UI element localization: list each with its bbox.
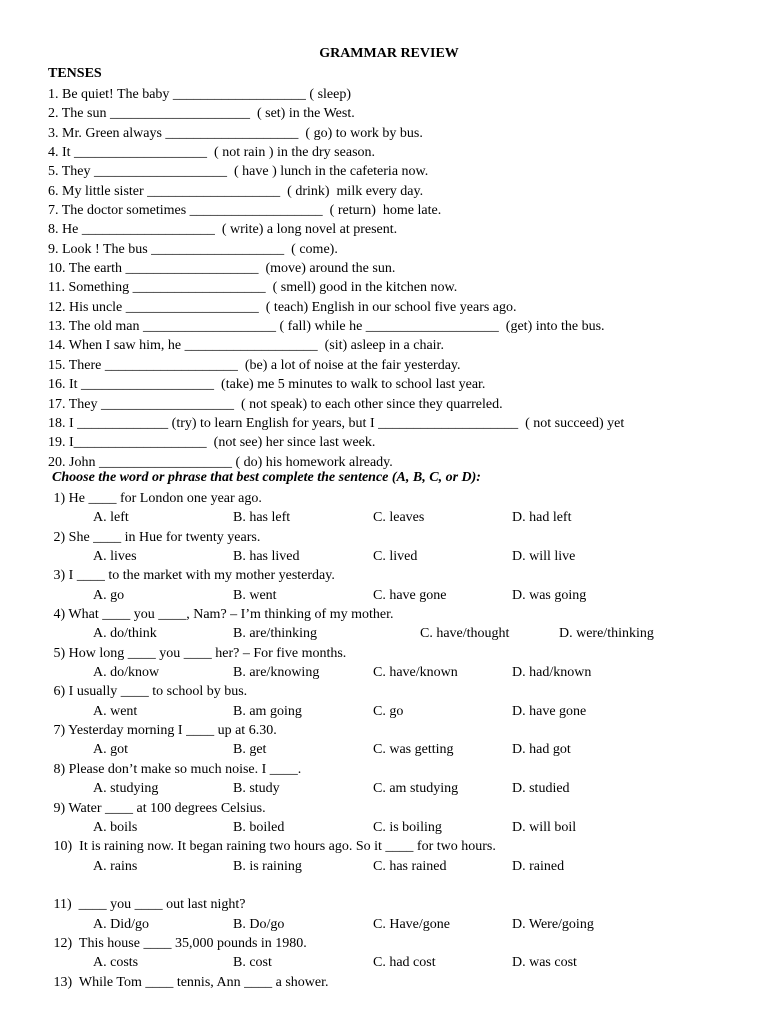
option-c: C. am studying [373, 781, 459, 797]
option-b: B. has lived [233, 549, 300, 565]
option-a: A. do/know [93, 665, 160, 681]
option-d: D. will boil [512, 819, 577, 835]
tense-exercise-list [48, 85, 624, 472]
option-c: C. leaves [373, 510, 425, 526]
option-a: A. studying [93, 781, 159, 797]
option-b: B. boiled [233, 819, 285, 835]
option-b: B. Do/go [233, 916, 285, 932]
question-text: 13) While Tom ____ tennis, Ann ____ a shower. [50, 974, 329, 990]
option-b: B. study [233, 781, 280, 797]
option-a: A. rains [93, 858, 138, 874]
multiple-choice-section [50, 489, 750, 992]
question-text: 3) I ____ to the market with my mother yesterday. [50, 568, 335, 584]
option-d: D. Were/going [512, 916, 594, 932]
option-a: A. do/think [93, 626, 157, 642]
option-a: A. boils [93, 819, 138, 835]
option-d: D. had got [512, 742, 571, 758]
question-text: 9) Water ____ at 100 degrees Celsius. [50, 800, 266, 816]
option-d: D. rained [512, 858, 565, 874]
question-text: 1) He ____ for London one year ago. [50, 491, 262, 506]
list-item: 1. Be quiet! The baby ___________________ ( sleep) [48, 87, 352, 102]
option-d: D. was going [512, 587, 587, 603]
answer-options [50, 663, 750, 682]
question-text: 2) She ____ in Hue for twenty years. [50, 529, 261, 545]
instruction-text: Choose the word or phrase that best complete the sentence (A, B, C, or D): [52, 470, 481, 485]
option-b: B. cost [233, 955, 272, 971]
answer-options [50, 586, 750, 605]
option-c: C. has rained [373, 858, 447, 874]
section-heading: TENSES [48, 66, 102, 81]
option-c: C. lived [373, 549, 418, 565]
option-c: C. is boiling [373, 819, 442, 835]
option-a: A. costs [93, 955, 139, 971]
answer-options [50, 915, 750, 934]
list-item: 12. His uncle ___________________ ( teach) English in our school five years ago. [48, 299, 517, 315]
question-text: 4) What ____ you ____, Nam? – I’m thinking of my mother. [50, 607, 394, 623]
option-d: D. had/known [512, 665, 592, 681]
question-text: 10) It is raining now. It began raining two hours ago. So it ____ for two hours. [50, 839, 496, 855]
question-text: 11) ____ you ____ out last night? [50, 897, 246, 913]
option-a: A. lives [93, 549, 137, 565]
list-item: 8. He ___________________ ( write) a long novel at present. [48, 222, 398, 238]
answer-options [50, 857, 750, 876]
option-d: D. have gone [512, 703, 587, 719]
answer-options [50, 547, 750, 566]
option-d: D. will live [512, 549, 576, 565]
list-item: 6. My little sister ___________________ ( drink) milk every day. [48, 183, 424, 199]
option-b: B. are/thinking [233, 626, 317, 642]
list-item: 16. It ___________________ (take) me 5 minutes to walk to school last year. [48, 377, 486, 393]
question-text: 7) Yesterday morning I ____ up at 6.30. [50, 723, 277, 739]
option-b: B. are/knowing [233, 665, 320, 681]
option-a: A. got [93, 742, 128, 758]
page-title: GRAMMAR REVIEW [319, 46, 459, 61]
answer-options [50, 624, 750, 643]
question-text: 12) This house ____ 35,000 pounds in 1980. [50, 935, 307, 951]
list-item: 9. Look ! The bus ___________________ ( come). [48, 241, 338, 257]
option-c: C. have/thought [420, 626, 510, 642]
list-item: 17. They ___________________ ( not speak) to each other since they quarreled. [48, 396, 503, 412]
option-c: C. go [373, 703, 404, 719]
option-a: A. went [93, 703, 138, 719]
list-item: 19. I___________________ (not see) her since last week. [48, 435, 376, 451]
list-item: 14. When I saw him, he ___________________ (sit) asleep in a chair. [48, 338, 444, 354]
answer-options [50, 953, 750, 972]
list-item: 4. It ___________________ ( not rain ) in the dry season. [48, 145, 376, 161]
question-text: 6) I usually ____ to school by bus. [50, 684, 248, 700]
answer-options [50, 702, 750, 721]
option-c: C. Have/gone [373, 916, 450, 932]
list-item: 2. The sun ____________________ ( set) in the West. [48, 106, 355, 122]
option-c: C. have/known [373, 665, 458, 681]
option-c: C. had cost [373, 955, 436, 971]
option-b: B. is raining [233, 858, 302, 874]
option-d: D. had left [512, 510, 572, 526]
list-item: 18. I _____________ (try) to learn English for years, but I ____________________ ( not succeed) yet [48, 415, 625, 431]
option-a: A. Did/go [93, 916, 149, 932]
option-b: B. has left [233, 510, 291, 526]
list-item: 13. The old man ___________________ ( fall) while he ___________________ (get) into the bus. [48, 319, 605, 335]
option-c: C. have gone [373, 587, 447, 603]
option-c: C. was getting [373, 742, 454, 758]
list-item: 10. The earth ___________________ (move) around the sun. [48, 261, 396, 277]
option-d: D. was cost [512, 955, 577, 971]
answer-options [50, 779, 750, 798]
option-d: D. studied [512, 781, 570, 797]
question-text: 5) How long ____ you ____ her? – For five months. [50, 645, 347, 661]
list-item: 11. Something ___________________ ( smell) good in the kitchen now. [48, 280, 458, 296]
option-b: B. went [233, 587, 277, 603]
list-item: 5. They ___________________ ( have ) lunch in the cafeteria now. [48, 164, 429, 180]
blank-line [50, 876, 750, 895]
answer-options [50, 508, 750, 527]
question-text: 8) Please don’t make so much noise. I ____. [50, 761, 302, 777]
list-item: 15. There ___________________ (be) a lot of noise at the fair yesterday. [48, 357, 461, 373]
option-b: B. am going [233, 703, 302, 719]
option-d: D. were/thinking [559, 626, 654, 642]
list-item: 7. The doctor sometimes ___________________ ( return) home late. [48, 203, 442, 219]
option-b: B. get [233, 742, 267, 758]
list-item: 3. Mr. Green always ___________________ ( go) to work by bus. [48, 125, 423, 141]
option-a: A. left [93, 510, 129, 526]
option-a: A. go [93, 587, 125, 603]
answer-options [50, 740, 750, 759]
list-item: 20. John ___________________ ( do) his homework already. [48, 454, 393, 470]
answer-options [50, 818, 750, 837]
